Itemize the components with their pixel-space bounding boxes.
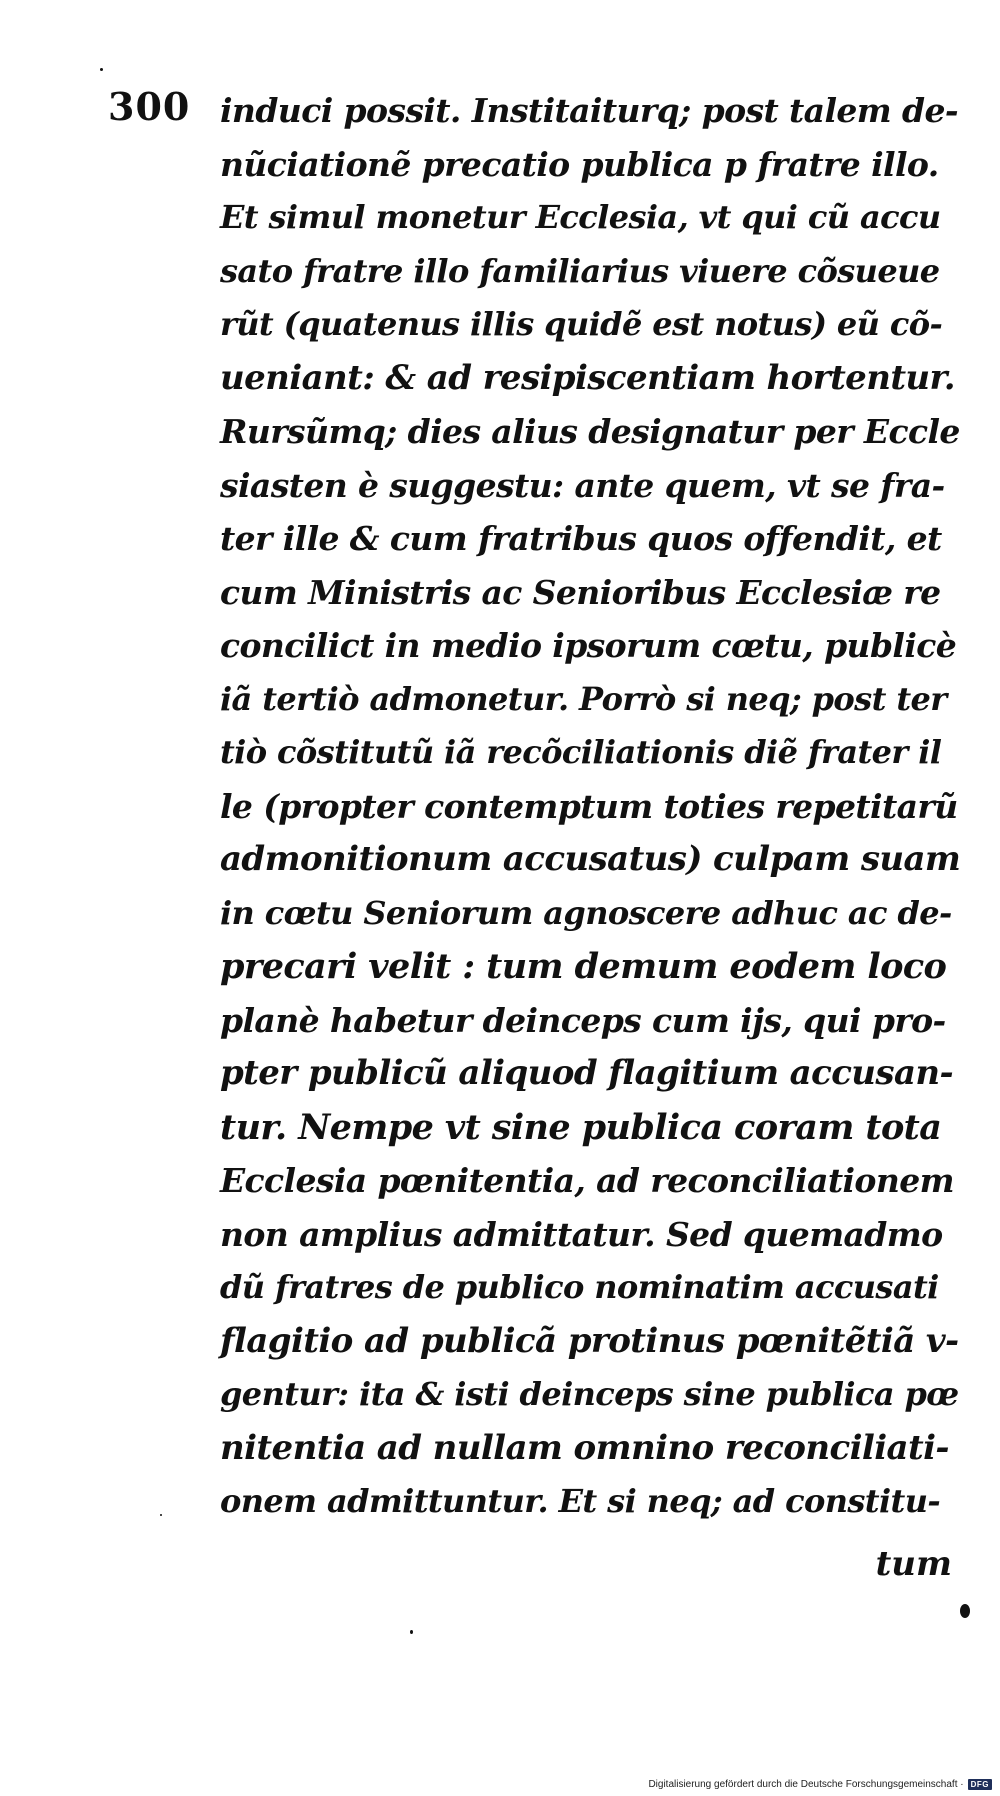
text-line: nũciationẽ precatio publica p fratre illo. (220, 144, 939, 184)
text-line: Rursũmq; dies alius designatur per Eccle (220, 412, 960, 451)
text-line: iã tertiò admonetur. Porrò si neq; post ter (220, 679, 947, 718)
page-number: 300 (108, 84, 191, 129)
text-line: cum Ministris ac Senioribus Ecclesiæ re (220, 572, 941, 612)
ink-speck (960, 1604, 970, 1618)
text-line: admonitionum accusatus) culpam suam (220, 839, 961, 879)
text-line: le (propter contemptum toties repetitarũ (220, 786, 958, 826)
text-line: ter ille & cum fratribus quos offendit, et (220, 519, 942, 558)
text-line: flagitio ad publicã protinus pœnitẽtiã v- (220, 1320, 959, 1361)
text-line: sato fratre illo familiarius viuere cõsueue (220, 251, 940, 290)
ink-speck (100, 68, 103, 71)
text-line: gentur: ita & isti deinceps sine publica pœ (220, 1375, 959, 1413)
text-line: precari velit : tum demum eodem loco (220, 946, 947, 987)
text-line: concilict in medio ipsorum cœtu, publicè (220, 626, 957, 665)
text-line: pter publicũ aliquod flagitium accusan- (220, 1053, 954, 1093)
ink-speck (410, 1630, 413, 1634)
text-line: Et simul monetur Ecclesia, vt qui cũ accu (220, 198, 941, 236)
dfg-logo: DFG (968, 1779, 992, 1790)
digitization-footer (648, 1779, 992, 1790)
footer-text: Digitalisierung gefördert durch die Deutsche Forschungsgemeinschaft · (648, 1779, 964, 1790)
ink-speck (160, 1514, 162, 1516)
text-line: tur. Nempe vt sine publica coram tota (220, 1106, 942, 1148)
text-block (220, 84, 960, 1529)
text-line: non amplius admittatur. Sed quemadmo (220, 1214, 943, 1254)
text-line: rũt (quatenus illis quidẽ est notus) eũ cõ- (220, 305, 943, 343)
text-line: siasten è suggestu: ante quem, vt se fra- (220, 465, 945, 505)
text-line: onem admittuntur. Et si neq; ad constitu- (220, 1482, 941, 1520)
text-line: ueniant: & ad resipiscentiam hortentur. (220, 357, 955, 398)
text-line: dũ fratres de publico nominatim accusati (220, 1268, 939, 1306)
catchword: tum (875, 1544, 952, 1584)
text-line: in cœtu Seniorum agnoscere adhuc ac de- (220, 893, 952, 932)
text-line: tiò cõstitutũ iã recõciliationis diẽ frater il (220, 733, 942, 771)
text-line: planè habetur deinceps cum ijs, qui pro- (220, 1000, 946, 1040)
text-line: nitentia ad nullam omnino reconciliati- (220, 1427, 949, 1468)
text-line: induci possit. Institaiturq; post talem de- (220, 91, 958, 130)
text-line: Ecclesia pœnitentia, ad reconciliationem (220, 1161, 954, 1200)
